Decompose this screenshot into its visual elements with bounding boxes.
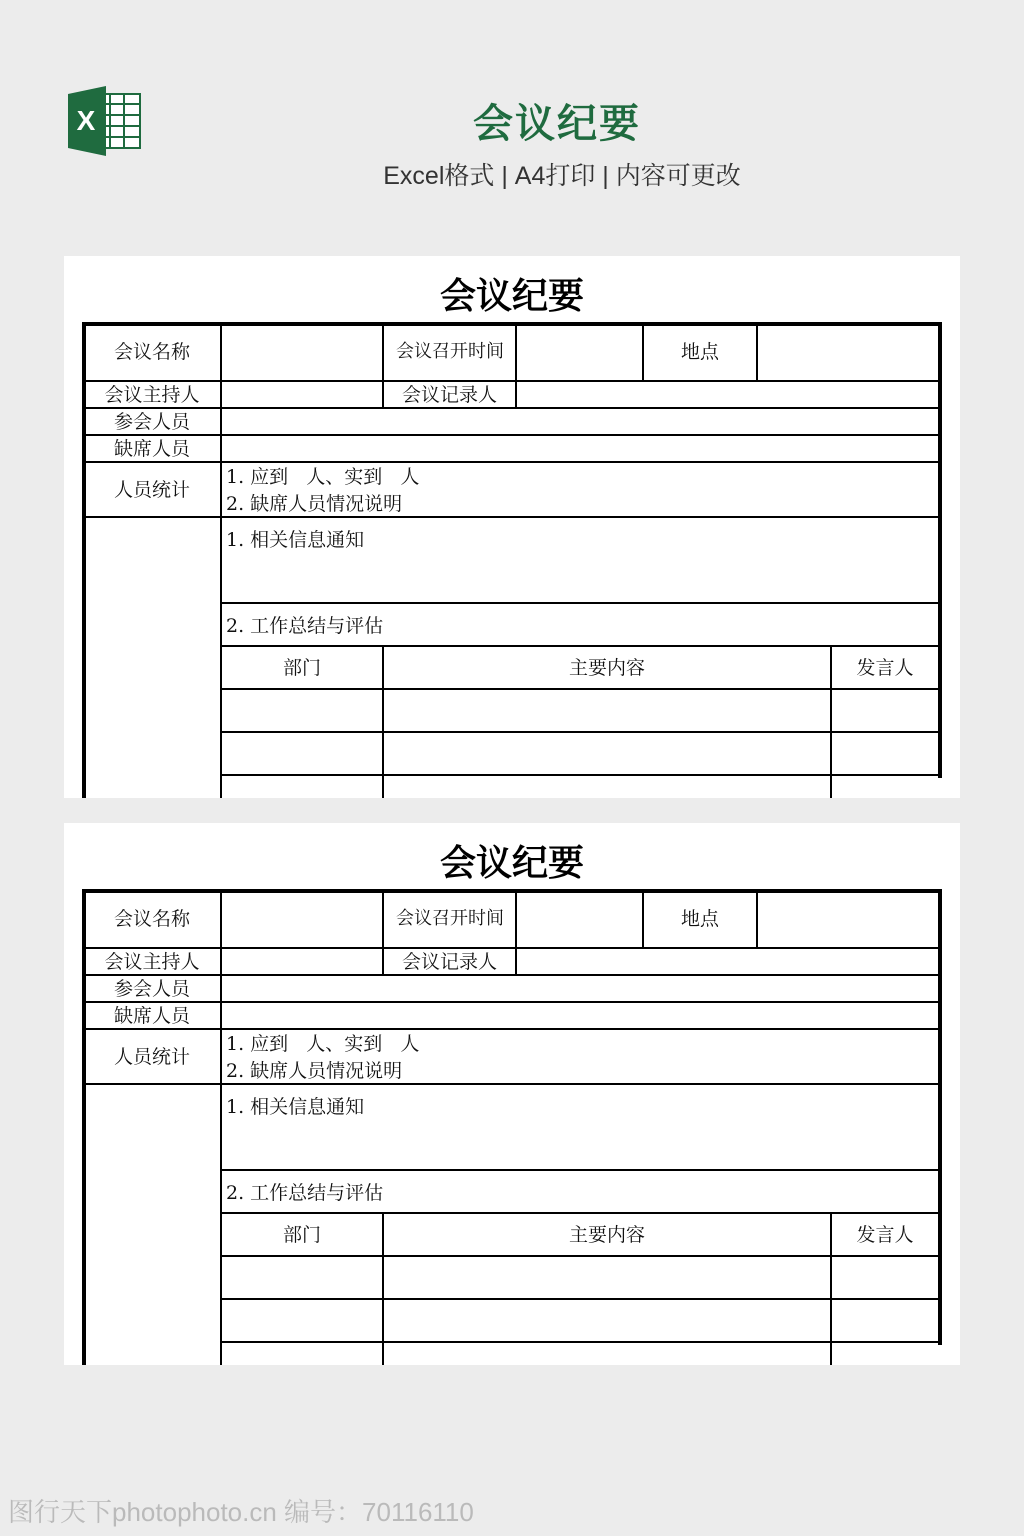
col-speaker-header: 发言人 xyxy=(856,656,914,679)
col-dept-header: 部门 xyxy=(282,1223,321,1246)
sheet-preview-1 xyxy=(64,256,960,798)
page-title: 会议纪要 xyxy=(473,102,641,146)
col-content-header: 主要内容 xyxy=(568,656,645,679)
absentees-label: 缺席人员 xyxy=(113,1004,190,1027)
recorder-label: 会议记录人 xyxy=(401,950,497,973)
meeting-time-label: 会议召开时间 xyxy=(396,341,504,362)
section-info-notice: 1. 相关信息通知 xyxy=(226,1096,365,1118)
section-work-summary: 2. 工作总结与评估 xyxy=(226,615,384,637)
stats-line-1: 1. 应到 人、实到 人 xyxy=(226,466,420,488)
col-speaker-header: 发言人 xyxy=(856,1223,914,1246)
meeting-time-value[interactable] xyxy=(517,324,642,380)
recorder-label: 会议记录人 xyxy=(401,383,497,406)
absentees-label: 缺席人员 xyxy=(113,437,190,460)
attendees-label: 参会人员 xyxy=(113,410,190,433)
section-work-summary: 2. 工作总结与评估 xyxy=(226,1182,384,1204)
sheet-title: 会议纪要 xyxy=(439,275,584,317)
meeting-name-label: 会议名称 xyxy=(113,908,190,930)
sheet-title: 会议纪要 xyxy=(439,842,584,884)
sheet-preview-2 xyxy=(64,823,960,1365)
page-header xyxy=(0,0,1024,230)
stats-label: 人员统计 xyxy=(113,1045,190,1068)
host-label: 会议主持人 xyxy=(104,950,200,973)
stats-line-2: 2. 缺席人员情况说明 xyxy=(226,493,403,515)
section-info-notice: 1. 相关信息通知 xyxy=(226,529,365,551)
host-label: 会议主持人 xyxy=(104,383,200,406)
meeting-name-label: 会议名称 xyxy=(113,341,190,363)
location-label: 地点 xyxy=(680,341,719,363)
stats-line-2: 2. 缺席人员情况说明 xyxy=(226,1060,403,1082)
attendees-label: 参会人员 xyxy=(113,977,190,1000)
meeting-name-value[interactable] xyxy=(222,324,382,380)
meeting-name-value[interactable] xyxy=(222,891,382,947)
col-dept-header: 部门 xyxy=(282,656,321,679)
location-value[interactable] xyxy=(758,891,938,947)
stats-label: 人员统计 xyxy=(113,478,190,501)
page-subtitle: Excel格式 | A4打印 | 内容可更改 xyxy=(383,162,741,190)
stats-line-1: 1. 应到 人、实到 人 xyxy=(226,1033,420,1055)
svg-text:X: X xyxy=(76,105,96,136)
col-content-header: 主要内容 xyxy=(568,1223,645,1246)
meeting-time-label: 会议召开时间 xyxy=(396,908,504,929)
meeting-time-value[interactable] xyxy=(517,891,642,947)
watermark-text: 图行天下photophoto.cn 编号：70116110 xyxy=(8,1497,474,1527)
location-value[interactable] xyxy=(758,324,938,380)
location-label: 地点 xyxy=(680,908,719,930)
